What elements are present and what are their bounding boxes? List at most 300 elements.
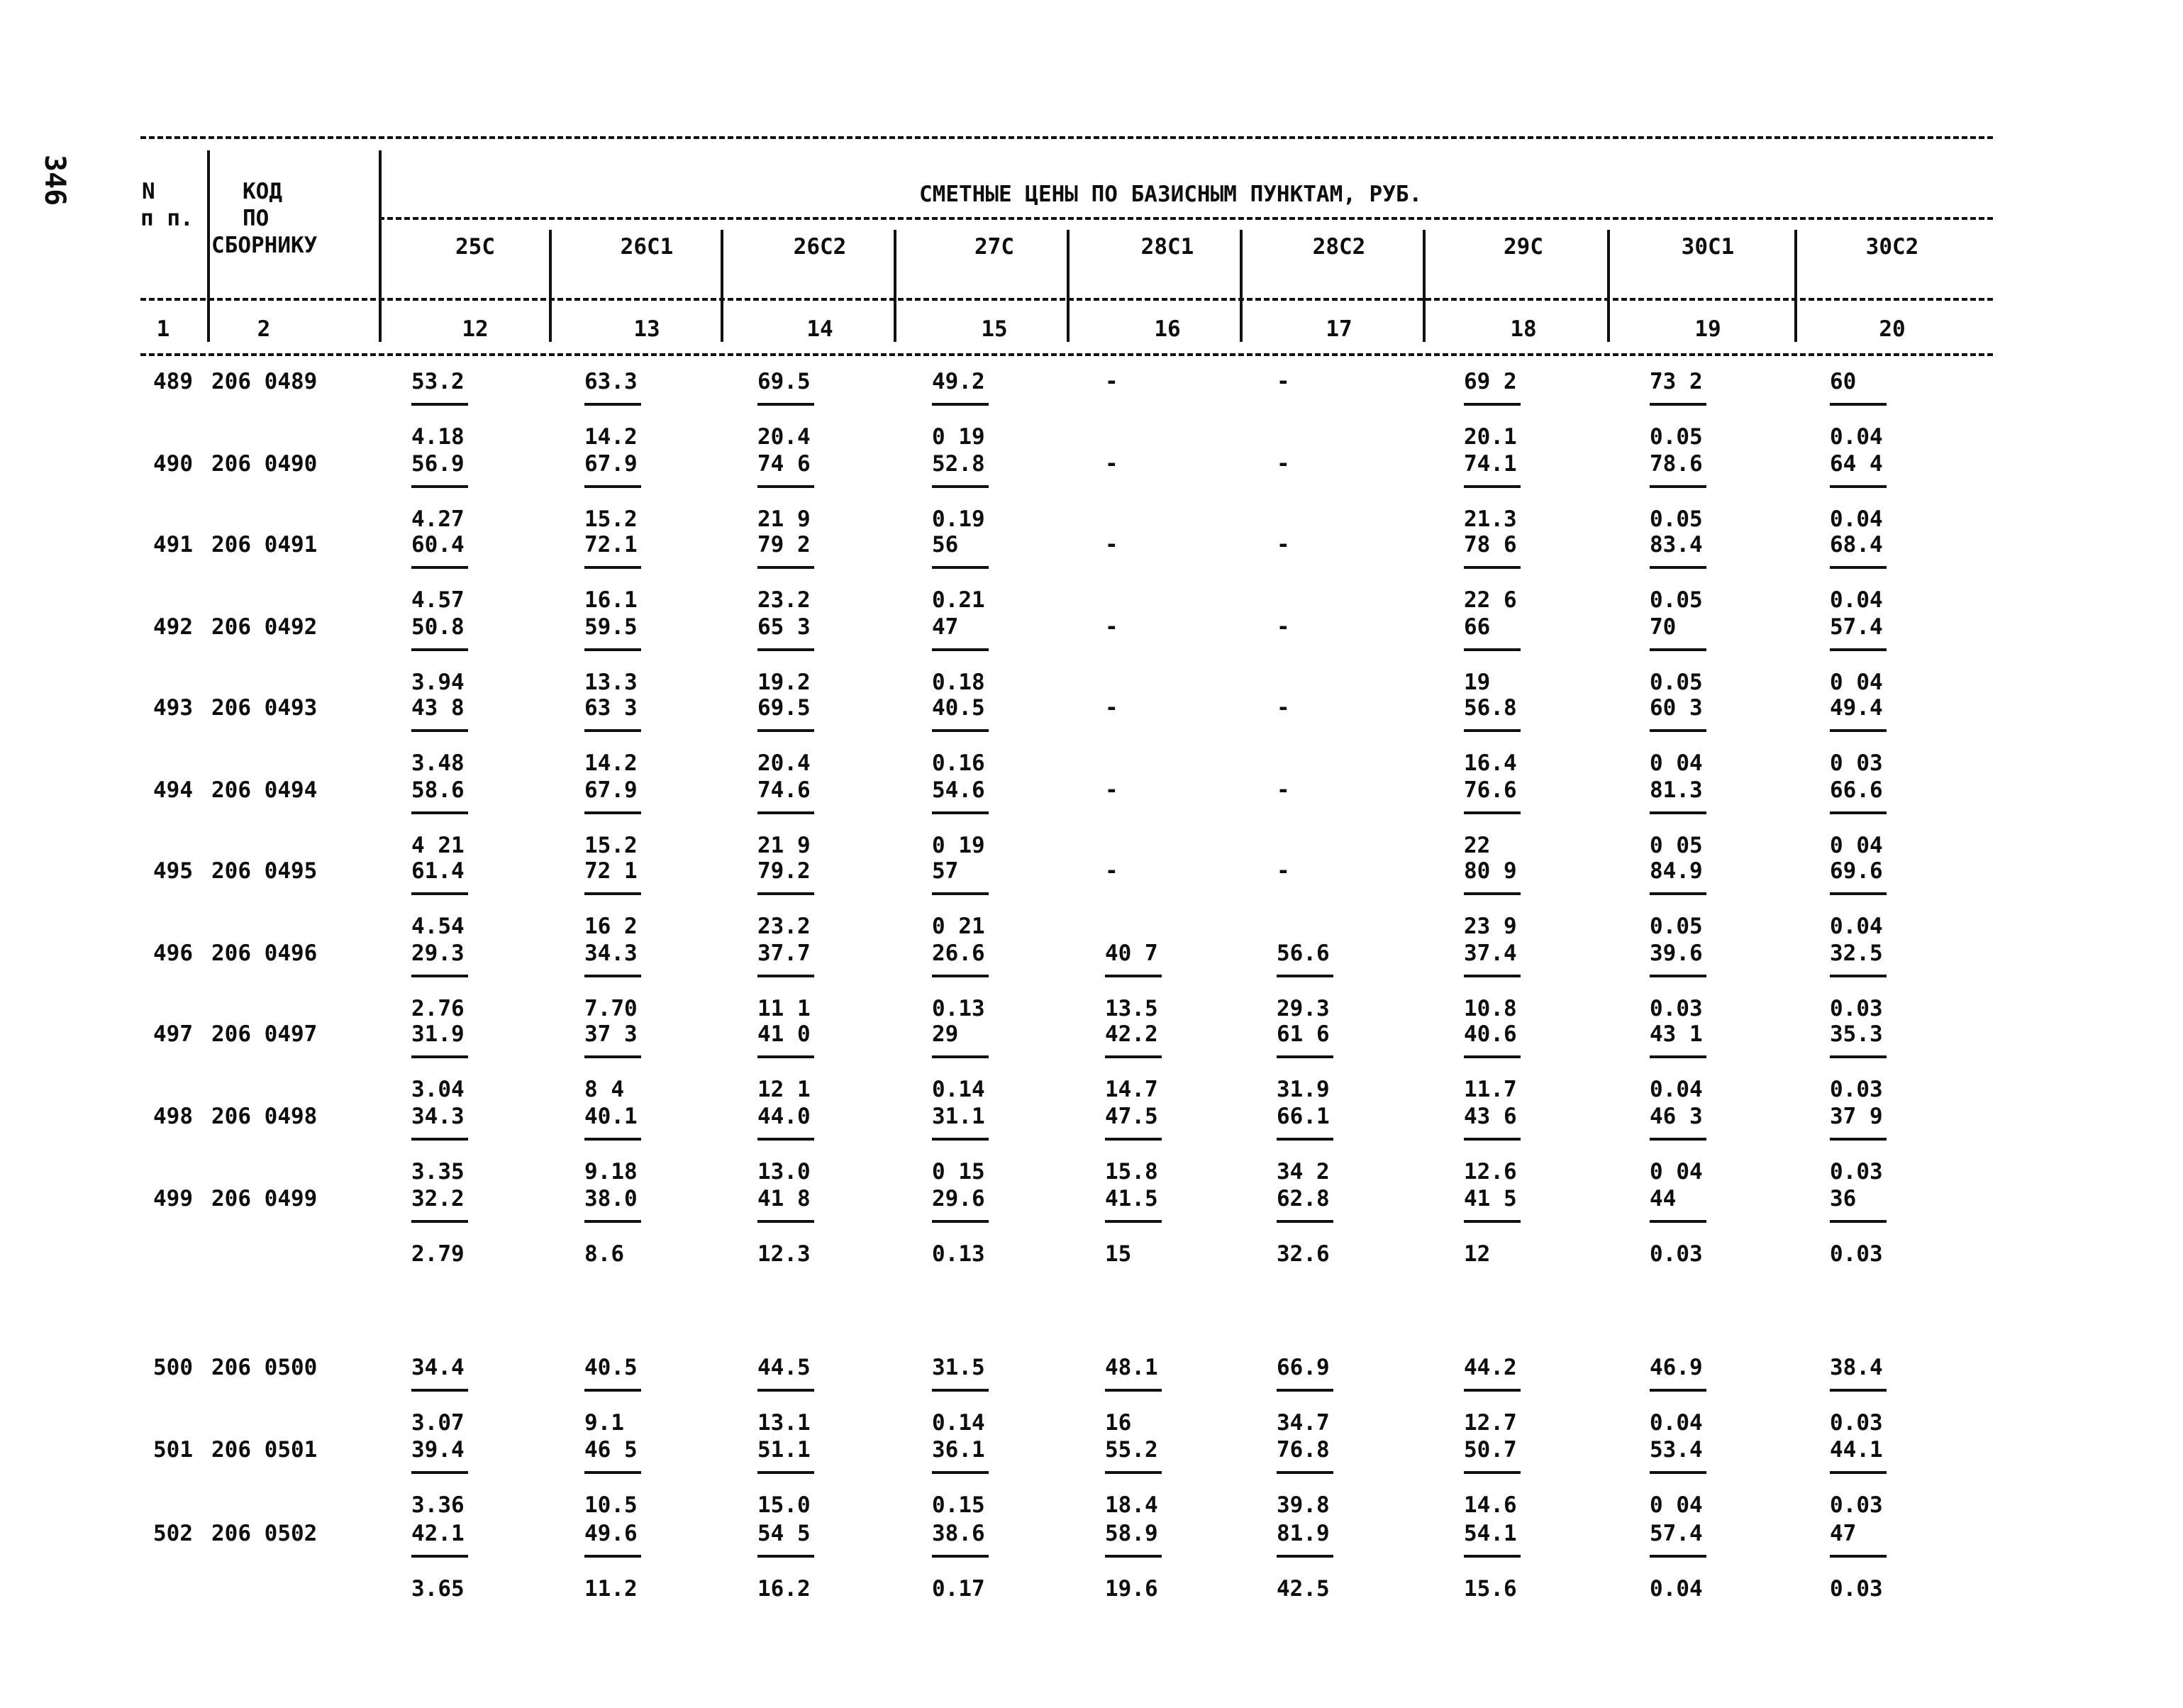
fraction-bar xyxy=(757,1389,814,1392)
price-subvalue: 0 15 xyxy=(932,1159,985,1185)
fraction-bar xyxy=(1650,1471,1706,1474)
price-value: - xyxy=(1105,451,1118,477)
fraction-bar xyxy=(932,892,989,895)
price-value: 69.6 xyxy=(1830,858,1883,884)
column-separator xyxy=(1423,230,1426,342)
price-value: 62.8 xyxy=(1277,1186,1330,1211)
price-value: 69.5 xyxy=(757,695,811,721)
fraction-bar xyxy=(1650,811,1706,814)
price-subvalue: 22 xyxy=(1464,833,1491,858)
price-subvalue: 13.0 xyxy=(757,1159,811,1185)
row-code: 206 0502 xyxy=(211,1521,318,1546)
price-subvalue: 23.2 xyxy=(757,587,811,613)
fraction-bar xyxy=(1830,485,1887,488)
fraction-bar xyxy=(1277,1138,1333,1141)
fraction-bar xyxy=(757,566,814,569)
price-subvalue: 0 03 xyxy=(1830,750,1883,776)
price-value: 47.5 xyxy=(1105,1104,1158,1129)
price-value: 40.5 xyxy=(932,695,985,721)
fraction-bar xyxy=(411,566,468,569)
price-subvalue: 0.03 xyxy=(1830,1159,1883,1185)
price-value: 38.4 xyxy=(1830,1355,1883,1380)
price-value: 72.1 xyxy=(584,532,638,558)
price-value: 68.4 xyxy=(1830,532,1883,558)
price-subvalue: 14.6 xyxy=(1464,1492,1517,1518)
fraction-bar xyxy=(1830,1055,1887,1058)
price-value: - xyxy=(1105,614,1118,640)
price-subvalue: 21 9 xyxy=(757,506,811,532)
price-value: 66.9 xyxy=(1277,1355,1330,1380)
price-subvalue: 0.05 xyxy=(1650,424,1703,450)
price-column-header: 30С1 xyxy=(1681,234,1735,260)
price-subvalue: 3.36 xyxy=(411,1492,465,1518)
price-subvalue: 20.1 xyxy=(1464,424,1517,450)
fraction-bar xyxy=(1830,403,1887,406)
fraction-bar xyxy=(757,1471,814,1474)
price-subvalue: 19.2 xyxy=(757,670,811,695)
price-subvalue: 4.57 xyxy=(411,587,465,613)
price-subvalue: 31.9 xyxy=(1277,1077,1330,1102)
header-top-rule xyxy=(140,136,1993,139)
header-group-title: СМЕТНЫЕ ЦЕНЫ ПО БАЗИСНЫМ ПУНКТАМ, РУБ. xyxy=(919,182,1423,207)
price-subvalue: 0 04 xyxy=(1650,750,1703,776)
price-value: 40 7 xyxy=(1105,941,1158,966)
header-separator xyxy=(379,150,382,342)
column-separator xyxy=(1240,230,1243,342)
price-value: - xyxy=(1277,532,1290,558)
price-subvalue: 0 04 xyxy=(1830,670,1883,695)
fraction-bar xyxy=(932,1055,989,1058)
row-code: 206 0492 xyxy=(211,614,318,640)
price-value: - xyxy=(1277,451,1290,477)
price-value: 73 2 xyxy=(1650,369,1703,394)
price-subvalue: 0.14 xyxy=(932,1077,985,1102)
fraction-bar xyxy=(584,1138,641,1141)
fraction-bar xyxy=(1464,1471,1521,1474)
price-value: - xyxy=(1277,369,1290,394)
fraction-bar xyxy=(757,485,814,488)
price-subvalue: 9.1 xyxy=(584,1410,624,1436)
fraction-bar xyxy=(1464,811,1521,814)
column-number: 16 xyxy=(1154,316,1181,342)
price-value: 52.8 xyxy=(932,451,985,477)
price-value: 65 3 xyxy=(757,614,811,640)
price-value: 41 8 xyxy=(757,1186,811,1211)
fraction-bar xyxy=(1464,892,1521,895)
fraction-bar xyxy=(1277,1471,1333,1474)
column-separator xyxy=(1607,230,1610,342)
price-subvalue: 15.2 xyxy=(584,506,638,532)
price-subvalue: 0 04 xyxy=(1830,833,1883,858)
price-value: 83.4 xyxy=(1650,532,1703,558)
price-subvalue: 42.5 xyxy=(1277,1576,1330,1602)
price-value: 29.3 xyxy=(411,941,465,966)
fraction-bar xyxy=(1650,892,1706,895)
price-value: 66.6 xyxy=(1830,777,1883,803)
fraction-bar xyxy=(1830,1220,1887,1223)
price-value: 50.7 xyxy=(1464,1437,1517,1463)
price-value: 57 xyxy=(932,858,959,884)
fraction-bar xyxy=(932,485,989,488)
column-separator xyxy=(1067,230,1070,342)
column-separator xyxy=(894,230,896,342)
price-value: 47 xyxy=(1830,1521,1857,1546)
price-subvalue: 20.4 xyxy=(757,750,811,776)
price-subvalue: 12 1 xyxy=(757,1077,811,1102)
fraction-bar xyxy=(1277,1055,1333,1058)
price-value: 43 1 xyxy=(1650,1021,1703,1047)
price-value: 74.6 xyxy=(757,777,811,803)
column-number: 1 xyxy=(156,316,170,342)
price-value: 58.9 xyxy=(1105,1521,1158,1546)
price-value: - xyxy=(1105,369,1118,394)
row-number: 501 xyxy=(153,1437,193,1463)
fraction-bar xyxy=(1830,648,1887,651)
price-value: 57.4 xyxy=(1650,1521,1703,1546)
header-group-rule xyxy=(379,217,1993,220)
fraction-bar xyxy=(1830,1389,1887,1392)
price-value: - xyxy=(1277,614,1290,640)
price-value: 49.6 xyxy=(584,1521,638,1546)
fraction-bar xyxy=(932,1220,989,1223)
fraction-bar xyxy=(1464,403,1521,406)
price-subvalue: 16.2 xyxy=(757,1576,811,1602)
fraction-bar xyxy=(584,1471,641,1474)
price-subvalue: 16 2 xyxy=(584,914,638,939)
price-value: 67.9 xyxy=(584,451,638,477)
price-value: 39.4 xyxy=(411,1437,465,1463)
price-value: - xyxy=(1105,777,1118,803)
fraction-bar xyxy=(1830,1138,1887,1141)
price-subvalue: 0.03 xyxy=(1830,1241,1883,1267)
fraction-bar xyxy=(1650,1055,1706,1058)
price-subvalue: 13.5 xyxy=(1105,996,1158,1021)
price-value: 78 6 xyxy=(1464,532,1517,558)
price-subvalue: 34.7 xyxy=(1277,1410,1330,1436)
fraction-bar xyxy=(411,975,468,977)
fraction-bar xyxy=(1105,1389,1162,1392)
fraction-bar xyxy=(757,648,814,651)
price-value: 55.2 xyxy=(1105,1437,1158,1463)
price-value: 43 8 xyxy=(411,695,465,721)
header-np-label: п п. xyxy=(140,206,194,231)
fraction-bar xyxy=(584,485,641,488)
fraction-bar xyxy=(1830,1471,1887,1474)
price-subvalue: 12.3 xyxy=(757,1241,811,1267)
price-subvalue: 12.7 xyxy=(1464,1410,1517,1436)
price-value: 37 9 xyxy=(1830,1104,1883,1129)
price-subvalue: 34 2 xyxy=(1277,1159,1330,1185)
price-value: 38.0 xyxy=(584,1186,638,1211)
price-subvalue: 20.4 xyxy=(757,424,811,450)
fraction-bar xyxy=(584,811,641,814)
fraction-bar xyxy=(1830,729,1887,732)
price-value: 63 3 xyxy=(584,695,638,721)
fraction-bar xyxy=(584,1555,641,1558)
price-value: 31.1 xyxy=(932,1104,985,1129)
fraction-bar xyxy=(1830,975,1887,977)
fraction-bar xyxy=(584,1389,641,1392)
row-number: 496 xyxy=(153,941,193,966)
fraction-bar xyxy=(411,1555,468,1558)
price-value: 46 5 xyxy=(584,1437,638,1463)
price-value: 61 6 xyxy=(1277,1021,1330,1047)
price-subvalue: 3.04 xyxy=(411,1077,465,1102)
price-value: 74.1 xyxy=(1464,451,1517,477)
fraction-bar xyxy=(1105,1555,1162,1558)
price-subvalue: 0.04 xyxy=(1650,1410,1703,1436)
fraction-bar xyxy=(1650,648,1706,651)
price-value: 31.5 xyxy=(932,1355,985,1380)
price-subvalue: 11.2 xyxy=(584,1576,638,1602)
price-subvalue: 8 4 xyxy=(584,1077,624,1102)
column-number: 13 xyxy=(633,316,660,342)
price-value: 29 xyxy=(932,1021,959,1047)
fraction-bar xyxy=(411,1389,468,1392)
price-value: 40.1 xyxy=(584,1104,638,1129)
row-number: 495 xyxy=(153,858,193,884)
price-subvalue: 10.8 xyxy=(1464,996,1517,1021)
fraction-bar xyxy=(584,648,641,651)
fraction-bar xyxy=(1105,1055,1162,1058)
fraction-bar xyxy=(1464,648,1521,651)
price-value: - xyxy=(1105,858,1118,884)
header-separator xyxy=(207,150,210,342)
price-value: 56 xyxy=(932,532,959,558)
fraction-bar xyxy=(932,566,989,569)
header-code-label: СБОРНИКУ xyxy=(211,233,318,258)
price-value: 70 xyxy=(1650,614,1677,640)
fraction-bar xyxy=(1105,975,1162,977)
fraction-bar xyxy=(1277,1555,1333,1558)
price-subvalue: 23 9 xyxy=(1464,914,1517,939)
price-subvalue: 14.2 xyxy=(584,750,638,776)
row-code: 206 0497 xyxy=(211,1021,318,1047)
header-code-label: КОД xyxy=(243,179,282,204)
fraction-bar xyxy=(932,1389,989,1392)
price-column-header: 26С2 xyxy=(793,234,847,260)
column-number: 19 xyxy=(1694,316,1721,342)
price-subvalue: 4 21 xyxy=(411,833,465,858)
fraction-bar xyxy=(757,1220,814,1223)
price-value: 37.7 xyxy=(757,941,811,966)
price-value: 41 0 xyxy=(757,1021,811,1047)
row-code: 206 0495 xyxy=(211,858,318,884)
fraction-bar xyxy=(1464,1220,1521,1223)
price-value: 42.1 xyxy=(411,1521,465,1546)
price-subvalue: 11 1 xyxy=(757,996,811,1021)
column-separator xyxy=(549,230,552,342)
fraction-bar xyxy=(932,811,989,814)
price-value: 40.5 xyxy=(584,1355,638,1380)
price-value: 56.8 xyxy=(1464,695,1517,721)
price-subvalue: 0.03 xyxy=(1830,1077,1883,1102)
price-column-header: 29С xyxy=(1504,234,1543,260)
price-subvalue: 3.65 xyxy=(411,1576,465,1602)
price-subvalue: 0.14 xyxy=(932,1410,985,1436)
price-value: - xyxy=(1105,695,1118,721)
fraction-bar xyxy=(1650,1389,1706,1392)
price-subvalue: 0 04 xyxy=(1650,1492,1703,1518)
price-column-header: 27С xyxy=(974,234,1014,260)
row-number: 492 xyxy=(153,614,193,640)
price-subvalue: 0.04 xyxy=(1650,1576,1703,1602)
price-value: 80 9 xyxy=(1464,858,1517,884)
price-value: 84.9 xyxy=(1650,858,1703,884)
price-subvalue: 0.04 xyxy=(1830,506,1883,532)
price-value: 35.3 xyxy=(1830,1021,1883,1047)
row-code: 206 0496 xyxy=(211,941,318,966)
price-subvalue: 19 xyxy=(1464,670,1491,695)
price-value: 57.4 xyxy=(1830,614,1883,640)
fraction-bar xyxy=(1830,566,1887,569)
header-code-label: ПО xyxy=(243,206,270,231)
price-subvalue: 0.04 xyxy=(1830,424,1883,450)
price-subvalue: 2.76 xyxy=(411,996,465,1021)
page-number: 346 xyxy=(38,155,71,206)
price-value: - xyxy=(1277,695,1290,721)
price-value: 48.1 xyxy=(1105,1355,1158,1380)
price-value: 29.6 xyxy=(932,1186,985,1211)
row-code: 206 0489 xyxy=(211,369,318,394)
fraction-bar xyxy=(411,811,468,814)
price-value: 37 3 xyxy=(584,1021,638,1047)
fraction-bar xyxy=(932,1471,989,1474)
price-value: 81.9 xyxy=(1277,1521,1330,1546)
price-subvalue: 0.05 xyxy=(1650,670,1703,695)
column-number: 18 xyxy=(1510,316,1537,342)
fraction-bar xyxy=(584,892,641,895)
price-subvalue: 4.54 xyxy=(411,914,465,939)
fraction-bar xyxy=(757,1138,814,1141)
column-number: 2 xyxy=(257,316,271,342)
price-subvalue: 21 9 xyxy=(757,833,811,858)
price-subvalue: 0.21 xyxy=(932,587,985,613)
price-subvalue: 10.5 xyxy=(584,1492,638,1518)
price-value: 56.6 xyxy=(1277,941,1330,966)
price-value: - xyxy=(1277,858,1290,884)
price-subvalue: 0.03 xyxy=(1830,1492,1883,1518)
price-value: 41.5 xyxy=(1105,1186,1158,1211)
price-value: 61.4 xyxy=(411,858,465,884)
fraction-bar xyxy=(757,1555,814,1558)
fraction-bar xyxy=(1464,1055,1521,1058)
price-subvalue: 0.05 xyxy=(1650,587,1703,613)
row-code: 206 0499 xyxy=(211,1186,318,1211)
fraction-bar xyxy=(1464,1389,1521,1392)
price-value: 69.5 xyxy=(757,369,811,394)
fraction-bar xyxy=(411,1220,468,1223)
fraction-bar xyxy=(411,648,468,651)
price-value: 79 2 xyxy=(757,532,811,558)
price-value: 26.6 xyxy=(932,941,985,966)
price-column-header: 30С2 xyxy=(1865,234,1919,260)
price-subvalue: 0.17 xyxy=(932,1576,985,1602)
price-subvalue: 0.04 xyxy=(1830,587,1883,613)
price-value: 54 5 xyxy=(757,1521,811,1546)
price-subvalue: 23.2 xyxy=(757,914,811,939)
price-value: 51.1 xyxy=(757,1437,811,1463)
price-value: 40.6 xyxy=(1464,1021,1517,1047)
fraction-bar xyxy=(411,1471,468,1474)
price-subvalue: 0.05 xyxy=(1650,506,1703,532)
price-subvalue: 0.03 xyxy=(1830,1576,1883,1602)
price-subvalue: 3.48 xyxy=(411,750,465,776)
price-value: 53.4 xyxy=(1650,1437,1703,1463)
price-subvalue: 0 19 xyxy=(932,424,985,450)
price-value: 50.8 xyxy=(411,614,465,640)
fraction-bar xyxy=(932,975,989,977)
price-column-header: 25С xyxy=(455,234,495,260)
fraction-bar xyxy=(1105,1138,1162,1141)
price-subvalue: 0 04 xyxy=(1650,1159,1703,1185)
price-subvalue: 39.8 xyxy=(1277,1492,1330,1518)
price-value: 60.4 xyxy=(411,532,465,558)
price-subvalue: 0.03 xyxy=(1650,1241,1703,1267)
price-value: 54.6 xyxy=(932,777,985,803)
price-subvalue: 15.0 xyxy=(757,1492,811,1518)
price-subvalue: 0 19 xyxy=(932,833,985,858)
fraction-bar xyxy=(584,403,641,406)
header-n-label: N xyxy=(142,179,155,204)
row-code: 206 0493 xyxy=(211,695,318,721)
fraction-bar xyxy=(757,975,814,977)
price-subvalue: 0.16 xyxy=(932,750,985,776)
price-value: 59.5 xyxy=(584,614,638,640)
price-column-header: 28С1 xyxy=(1140,234,1194,260)
fraction-bar xyxy=(411,892,468,895)
fraction-bar xyxy=(1464,566,1521,569)
price-value: 78.6 xyxy=(1650,451,1703,477)
price-subvalue: 11.7 xyxy=(1464,1077,1517,1102)
price-subvalue: 0.13 xyxy=(932,996,985,1021)
price-subvalue: 14.2 xyxy=(584,424,638,450)
price-subvalue: 9.18 xyxy=(584,1159,638,1185)
fraction-bar xyxy=(1650,975,1706,977)
price-subvalue: 16.4 xyxy=(1464,750,1517,776)
price-subvalue: 0.04 xyxy=(1830,914,1883,939)
price-value: 38.6 xyxy=(932,1521,985,1546)
price-value: 41 5 xyxy=(1464,1186,1517,1211)
price-subvalue: 16.1 xyxy=(584,587,638,613)
price-value: 56.9 xyxy=(411,451,465,477)
price-value: 49.2 xyxy=(932,369,985,394)
fraction-bar xyxy=(757,892,814,895)
price-value: 44.5 xyxy=(757,1355,811,1380)
price-subvalue: 0.03 xyxy=(1650,996,1703,1021)
fraction-bar xyxy=(1277,1220,1333,1223)
price-subvalue: 15 xyxy=(1105,1241,1132,1267)
price-column-header: 26С1 xyxy=(620,234,674,260)
column-number: 15 xyxy=(981,316,1008,342)
price-value: 79.2 xyxy=(757,858,811,884)
row-code: 206 0501 xyxy=(211,1437,318,1463)
price-value: 46.9 xyxy=(1650,1355,1703,1380)
price-subvalue: 0.15 xyxy=(932,1492,985,1518)
row-number: 493 xyxy=(153,695,193,721)
price-subvalue: 13.3 xyxy=(584,670,638,695)
fraction-bar xyxy=(411,729,468,732)
price-value: 66 xyxy=(1464,614,1491,640)
price-value: 49.4 xyxy=(1830,695,1883,721)
fraction-bar xyxy=(584,566,641,569)
price-value: 31.9 xyxy=(411,1021,465,1047)
fraction-bar xyxy=(1277,1389,1333,1392)
fraction-bar xyxy=(1105,1471,1162,1474)
price-subvalue: 22 6 xyxy=(1464,587,1517,613)
price-value: 64 4 xyxy=(1830,451,1883,477)
price-subvalue: 0 21 xyxy=(932,914,985,939)
